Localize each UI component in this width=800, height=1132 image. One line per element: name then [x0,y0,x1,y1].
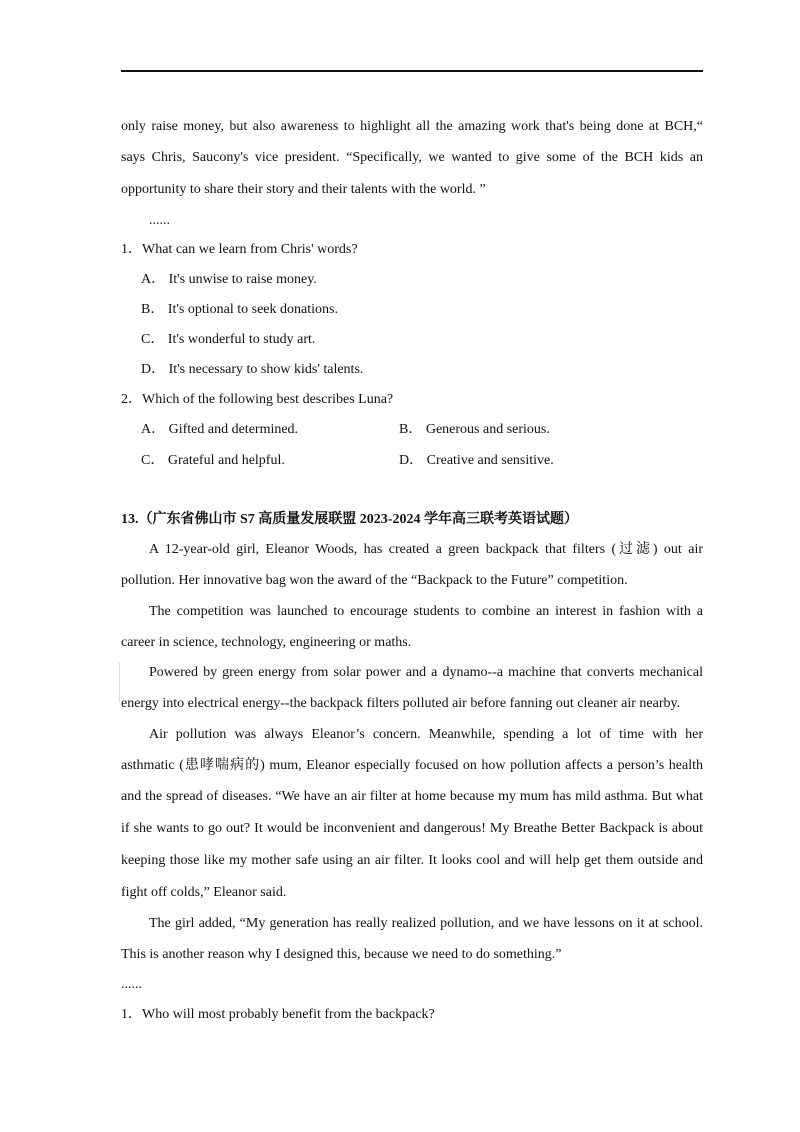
passage-line: A 12-year-old girl, Eleanor Woods, has created a green backpack that filters (过滤) out air [149,542,703,557]
passage-line: says Chris, Saucony's vice president. “Specifically, we wanted to give some of the BCH kids an [121,150,703,165]
ellipsis: ...... [149,213,170,228]
question-number: 1． [121,1007,142,1022]
option-c: C． It's wonderful to study art. [141,332,316,347]
question-stem [121,391,703,409]
passage-line: energy into electrical energy--the backpack filters polluted air before fanning out cleaner air nearby. [121,696,681,711]
header-rule [121,70,703,72]
passage-line: Air pollution was always Eleanor’s concern. Meanwhile, spending a lot of time with her [149,727,703,742]
passage-line: asthmatic (患哮喘病的) mum, Eleanor especially focused on how pollution affects a person’s health [121,758,703,773]
passage-line: only raise money, but also awareness to highlight all the amazing work that's being done at BCH,“ [121,119,703,134]
ellipsis: ...... [121,977,142,992]
passage-line: and the spread of diseases. “We have an air filter at home because my mum has mild asthma. But what [121,789,703,804]
passage-line: pollution. Her innovative bag won the award of the “Backpack to the Future” competition. [121,573,628,588]
option-c: C． Grateful and helpful. [141,453,285,468]
question-text: What can we learn from Chris' words? [142,242,358,257]
passage-line: keeping those like my mother safe using an air filter. It looks cool and will help get them outside and [121,853,703,868]
passage-line: opportunity to share their story and their talents with the world. ” [121,182,486,197]
question-number: 2． [121,392,142,407]
question-text: Who will most probably benefit from the backpack? [142,1007,435,1022]
option-b: B． It's optional to seek donations. [141,302,338,317]
passage-line: fight off colds,” Eleanor said. [121,885,287,900]
question-stem [121,1006,703,1024]
option-d: D． It's necessary to show kids' talents. [141,362,364,377]
question-text: Which of the following best describes Luna? [142,392,394,407]
passage-line: career in science, technology, engineering or maths. [121,635,412,650]
margin-mark [119,662,120,702]
passage-line: This is another reason why I designed this, because we need to do something.” [121,947,562,962]
option-a: A． It's unwise to raise money. [141,272,317,287]
passage-line: Powered by green energy from solar power and a dynamo--a machine that converts mechanical [149,665,703,680]
option-d: D． Creative and sensitive. [399,453,554,468]
option-a: A． Gifted and determined. [141,422,299,437]
passage-line: if she wants to go out? It would be inconvenient and dangerous! My Breathe Better Backpack is about [121,821,703,836]
passage-line: The girl added, “My generation has really realized pollution, and we have lessons on it at school. [149,916,703,931]
section-heading: 13.（广东省佛山市 S7 高质量发展联盟 2023-2024 学年高三联考英语试题） [121,512,578,527]
question-number: 1． [121,242,142,257]
passage-line: The competition was launched to encourage students to combine an interest in fashion with a [149,604,703,619]
option-b: B． Generous and serious. [399,422,550,437]
question-stem [121,241,703,259]
